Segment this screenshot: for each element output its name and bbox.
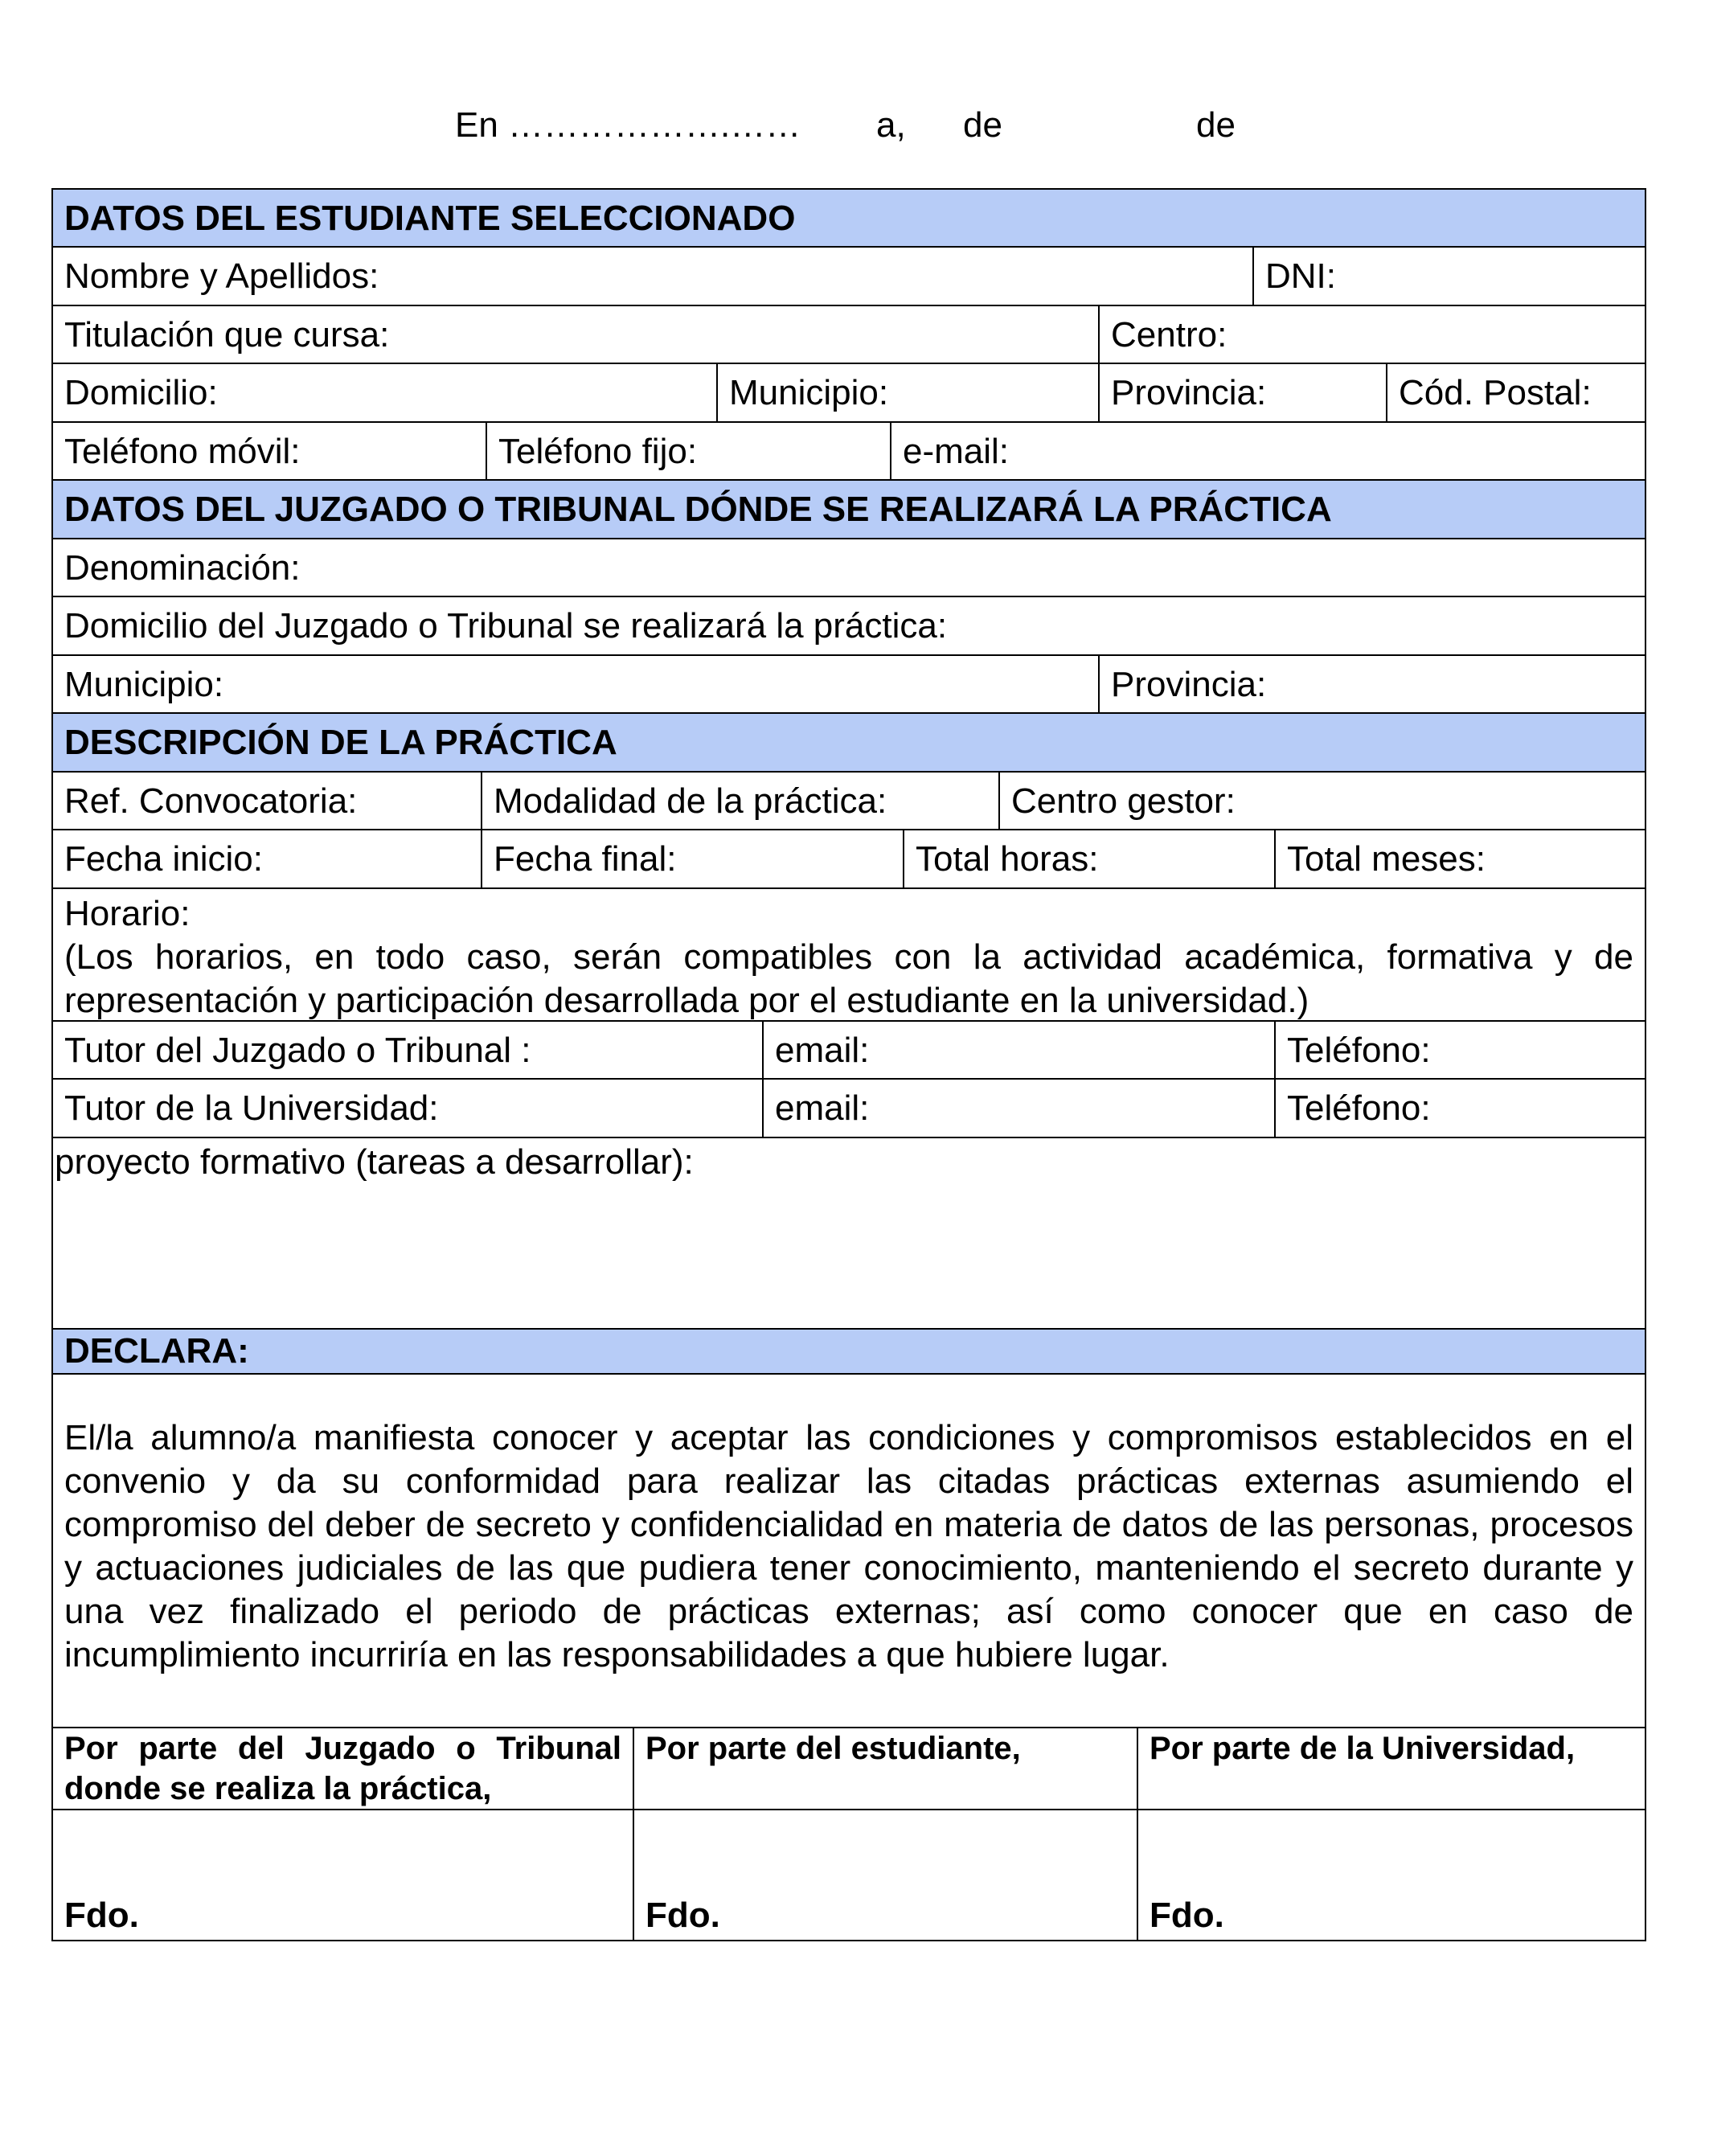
sig-juzgado-label: Por parte del Juzgado o Tribunal donde se realiza la práctica, bbox=[53, 1728, 634, 1809]
date-place: En ……………….…… bbox=[455, 105, 801, 145]
sig-estudiante-box[interactable] bbox=[634, 1810, 1138, 1940]
court-section-header bbox=[53, 481, 1645, 539]
tutor-univ-field[interactable]: Tutor de la Universidad: bbox=[53, 1080, 764, 1137]
signature-boxes-row bbox=[53, 1810, 1645, 1940]
cp-field[interactable]: Cód. Postal: bbox=[1399, 373, 1592, 412]
signature-titles-row bbox=[53, 1728, 1645, 1810]
sig-universidad-label: Por parte de la Universidad, bbox=[1150, 1731, 1576, 1766]
municipio-field[interactable]: Municipio: bbox=[718, 364, 1100, 421]
titulacion-field[interactable]: Titulación que cursa: bbox=[53, 306, 1100, 363]
nombre-field[interactable]: Nombre y Apellidos: bbox=[53, 248, 1254, 305]
sig-estudiante-label: Por parte del estudiante, bbox=[634, 1728, 1138, 1809]
practice-form bbox=[51, 188, 1646, 1941]
sig-juzgado-box[interactable] bbox=[53, 1810, 634, 1940]
centro-gestor-field[interactable]: Centro gestor: bbox=[1011, 781, 1236, 821]
student-row-contact bbox=[53, 423, 1645, 481]
fecha-final-field[interactable]: Fecha final: bbox=[482, 830, 904, 887]
student-header-label: DATOS DEL ESTUDIANTE SELECCIONADO bbox=[64, 199, 796, 238]
declara-text: El/la alumno/a manifiesta conocer y aceptar las condiciones y compromisos establecidos en el convenio y da su conformidad para realizar las citadas prácticas externas asumiendo el compromiso del deber de secreto y confidencialidad en materia de datos de las personas, procesos y actuaciones judiciales de las que pudiera tener conocimiento, manteniendo el secreto durante y una vez finalizado el periodo de prácticas externas; así como conocer que en caso de incumplimiento incurriría en las responsabilidades a que hubiere lugar. bbox=[64, 1418, 1633, 1674]
court-domicilio-field[interactable]: Domicilio del Juzgado o Tribunal se realizará la práctica: bbox=[64, 606, 948, 646]
court-row-location bbox=[53, 656, 1645, 714]
domicilio-field[interactable]: Domicilio: bbox=[53, 364, 718, 421]
horario-block[interactable] bbox=[64, 892, 1633, 1023]
fijo-field[interactable]: Teléfono fijo: bbox=[487, 423, 891, 479]
proyecto-row bbox=[53, 1138, 1645, 1330]
practice-header-label: DESCRIPCIÓN DE LA PRÁCTICA bbox=[64, 723, 617, 762]
movil-field[interactable]: Teléfono móvil: bbox=[53, 423, 487, 479]
horario-note: (Los horarios, en todo caso, serán compatibles con la actividad académica, formativa y de representación y participación desarrollada por el estudiante en la universidad.) bbox=[64, 937, 1633, 1020]
modalidad-field[interactable]: Modalidad de la práctica: bbox=[482, 773, 1000, 829]
fecha-inicio-field[interactable]: Fecha inicio: bbox=[53, 830, 482, 887]
total-horas-field[interactable]: Total horas: bbox=[904, 830, 1276, 887]
declara-row bbox=[53, 1375, 1645, 1728]
tutor-juzgado-field[interactable]: Tutor del Juzgado o Tribunal : bbox=[53, 1022, 764, 1078]
tutor-univ-email-field[interactable]: email: bbox=[764, 1080, 1276, 1137]
sig-universidad-box[interactable] bbox=[1138, 1810, 1646, 1940]
denominacion-field[interactable]: Denominación: bbox=[64, 548, 301, 588]
court-provincia-field[interactable]: Provincia: bbox=[1111, 665, 1267, 704]
practice-section-header bbox=[53, 714, 1645, 773]
date-line bbox=[0, 103, 1709, 148]
tutor-juzgado-email-field[interactable]: email: bbox=[764, 1022, 1276, 1078]
practice-row-ref bbox=[53, 773, 1645, 830]
student-row-address bbox=[53, 364, 1645, 423]
date-a: a, bbox=[876, 105, 906, 145]
student-row-degree bbox=[53, 306, 1645, 364]
practice-row-schedule bbox=[53, 889, 1645, 1022]
tutor-juzgado-row bbox=[53, 1022, 1645, 1080]
fdo-juzgado: Fdo. bbox=[64, 1896, 139, 1935]
student-row-name bbox=[53, 248, 1645, 306]
declara-header-label: DECLARA: bbox=[64, 1331, 249, 1371]
court-row-address bbox=[53, 597, 1645, 656]
provincia-field[interactable]: Provincia: bbox=[1100, 364, 1387, 421]
centro-field[interactable]: Centro: bbox=[1111, 315, 1227, 355]
tutor-juzgado-tel-field[interactable]: Teléfono: bbox=[1287, 1031, 1431, 1070]
fdo-universidad: Fdo. bbox=[1150, 1896, 1224, 1935]
declara-section-header bbox=[53, 1330, 1645, 1375]
date-de-1: de bbox=[963, 105, 1002, 145]
dni-field[interactable]: DNI: bbox=[1265, 256, 1336, 296]
student-section-header bbox=[53, 190, 1645, 248]
court-row-name bbox=[53, 539, 1645, 597]
email-field[interactable]: e-mail: bbox=[903, 432, 1010, 471]
fdo-estudiante: Fdo. bbox=[645, 1896, 720, 1935]
court-header-label: DATOS DEL JUZGADO O TRIBUNAL DÓNDE SE REALIZARÁ LA PRÁCTICA bbox=[64, 490, 1332, 529]
practice-row-dates bbox=[53, 830, 1645, 889]
court-municipio-field[interactable]: Municipio: bbox=[53, 656, 1100, 712]
tutor-univ-row bbox=[53, 1080, 1645, 1138]
horario-label: Horario: bbox=[64, 894, 191, 933]
total-meses-field[interactable]: Total meses: bbox=[1287, 839, 1486, 879]
proyecto-field[interactable]: proyecto formativo (tareas a desarrollar): bbox=[55, 1142, 694, 1182]
date-de-2: de bbox=[1196, 105, 1236, 145]
ref-convocatoria-field[interactable]: Ref. Convocatoria: bbox=[53, 773, 482, 829]
tutor-univ-tel-field[interactable]: Teléfono: bbox=[1287, 1088, 1431, 1128]
